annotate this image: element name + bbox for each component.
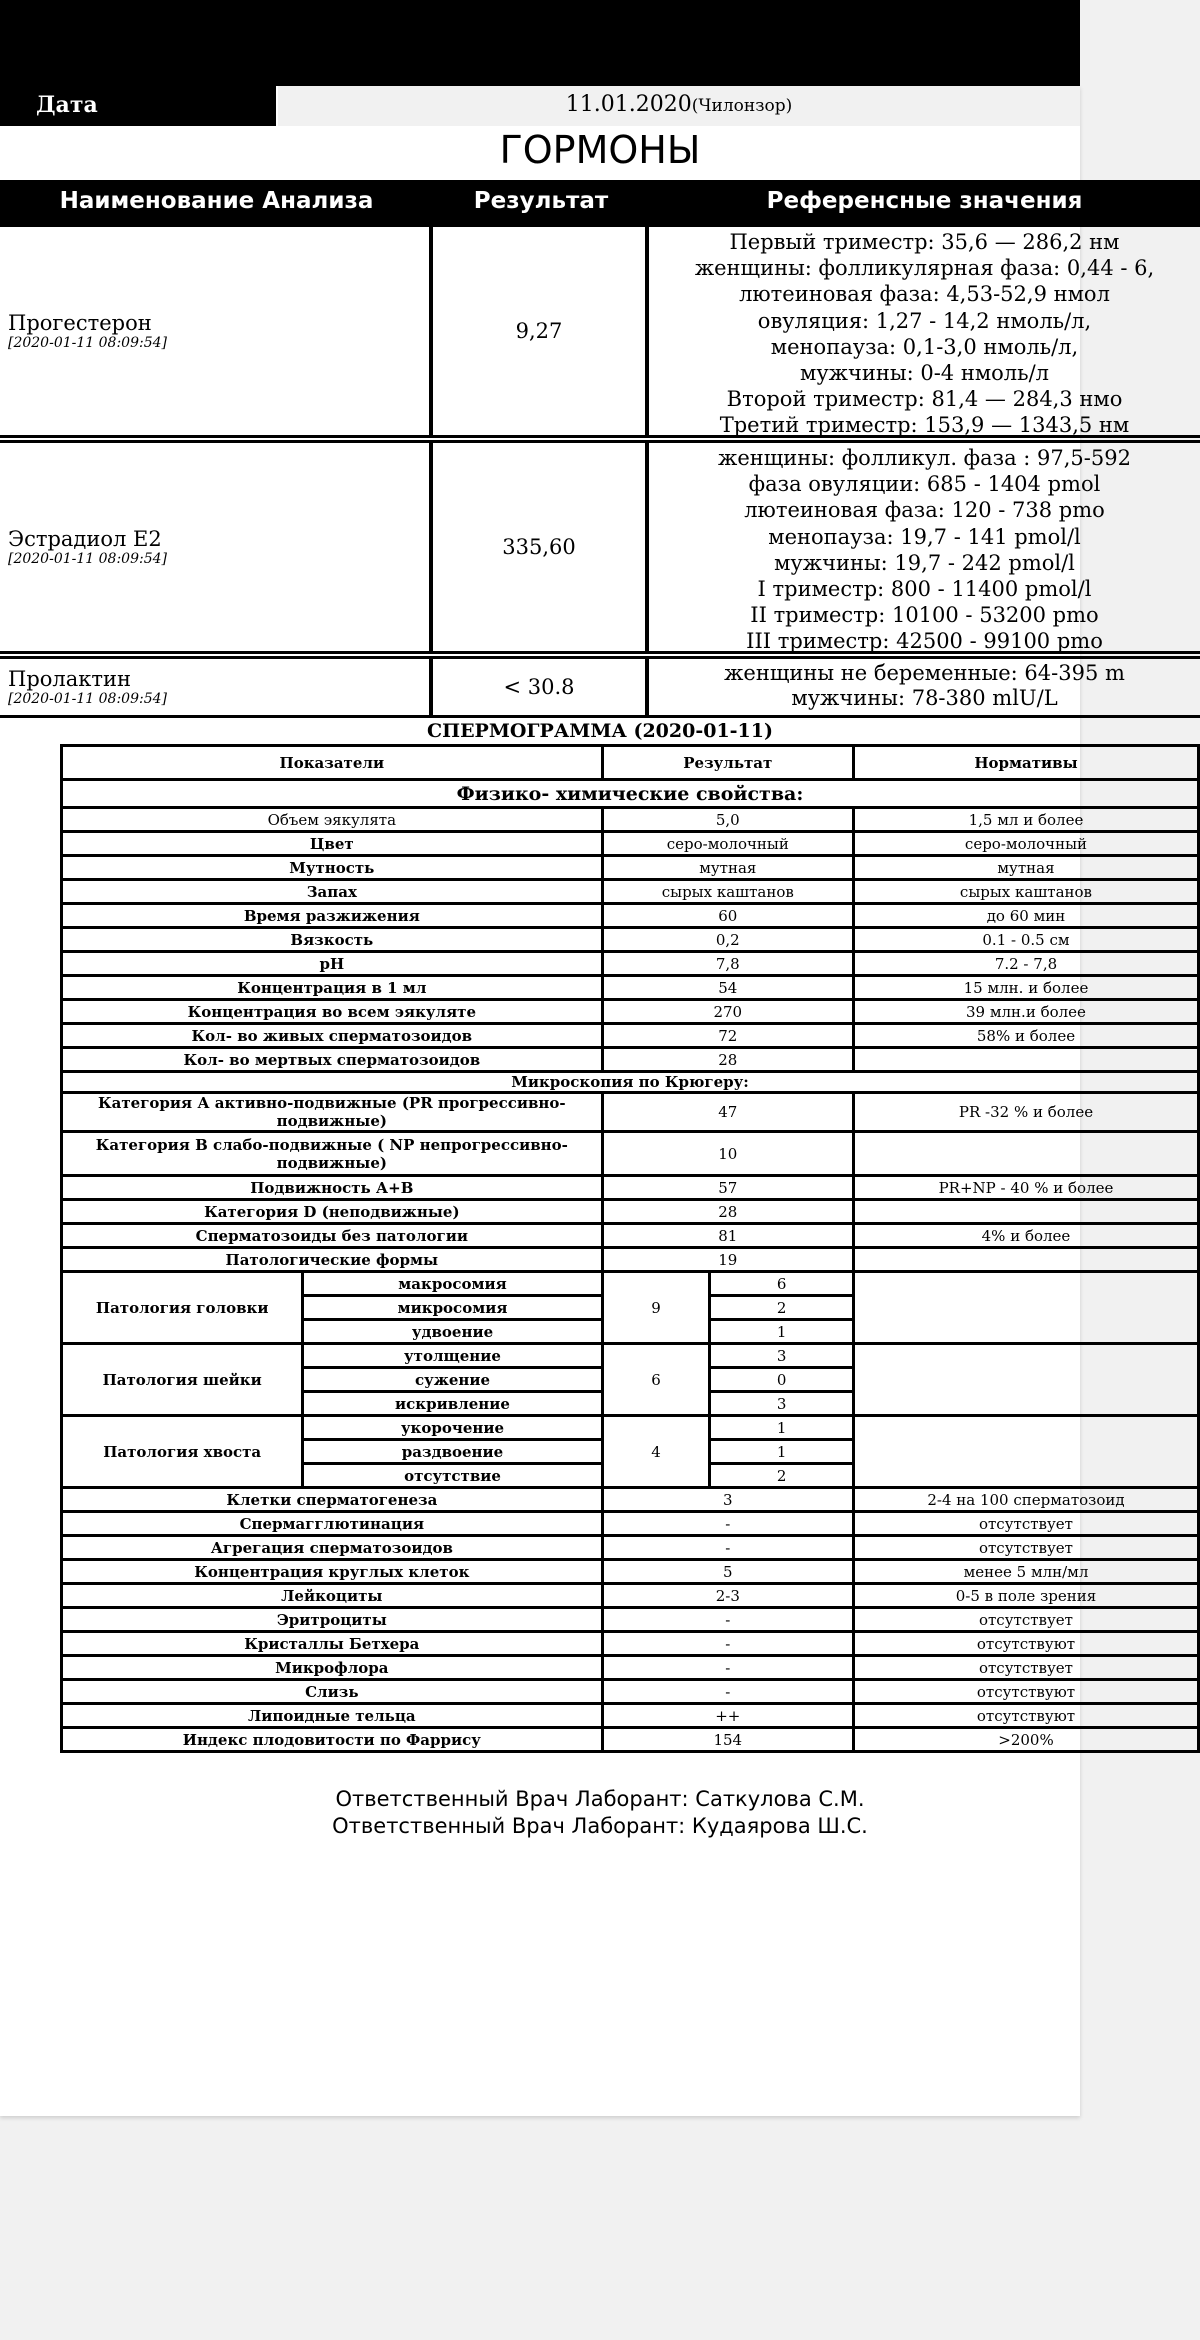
reference-values <box>649 443 1200 654</box>
table-row <box>62 1000 1199 1024</box>
pathology-item-value: 1 <box>710 1440 854 1464</box>
table-row <box>62 1536 1199 1560</box>
analysis-name: Прогестерон <box>8 311 152 335</box>
indicator-name: Мутность <box>62 856 603 880</box>
indicator-name: Спермагглютинация <box>62 1512 603 1536</box>
pathology-item-value: 1 <box>710 1416 854 1440</box>
pathology-row <box>62 1272 1199 1296</box>
pathology-item-name: искривление <box>303 1392 602 1416</box>
indicator-norm <box>853 1048 1198 1072</box>
indicator-name: Кол- во мертвых сперматозоидов <box>62 1048 603 1072</box>
indicator-name: Время разжижения <box>62 904 603 928</box>
table-row <box>62 880 1199 904</box>
indicator-name: pH <box>62 952 603 976</box>
reference-line: Первый триместр: 35,6 — 286,2 нм <box>729 230 1120 254</box>
analysis-result: < 30.8 <box>433 659 649 715</box>
indicator-name: Сперматозоиды без патологии <box>62 1224 603 1248</box>
indicator-result: 0,2 <box>602 928 853 952</box>
indicator-result: сырых каштанов <box>602 880 853 904</box>
spermogram-title: СПЕРМОГРАММА (2020-01-11) <box>427 720 773 742</box>
reference-line: менопауза: 0,1-3,0 нмоль/л, <box>770 334 1079 359</box>
indicator-norm <box>853 1200 1198 1224</box>
indicator-norm: 58% и более <box>853 1024 1198 1048</box>
indicator-result: 81 <box>602 1224 853 1248</box>
indicator-norm: отсутствует <box>853 1656 1198 1680</box>
indicator-result: 7,8 <box>602 952 853 976</box>
indicator-result: 154 <box>602 1728 853 1752</box>
indicator-norm: отсутствуют <box>853 1632 1198 1656</box>
indicator-norm: до 60 мин <box>853 904 1198 928</box>
indicator-name: Микрофлора <box>62 1656 603 1680</box>
table-row <box>62 832 1199 856</box>
result-header: Результат <box>602 746 853 780</box>
indicator-name: Концентрация круглых клеток <box>62 1560 603 1584</box>
indicator-result: 28 <box>602 1200 853 1224</box>
indicator-name: Концентрация во всем эякуляте <box>62 1000 603 1024</box>
indicator-norm <box>853 1132 1198 1176</box>
pathology-item-name: утолщение <box>303 1344 602 1368</box>
table-row <box>62 904 1199 928</box>
indicator-result: - <box>602 1512 853 1536</box>
indicator-norm: 4% и более <box>853 1224 1198 1248</box>
table-row <box>62 1728 1199 1752</box>
reference-line: мужчины: 19,7 - 242 pmol/l <box>774 550 1075 575</box>
date-text: 11.01.2020 <box>565 92 692 117</box>
pathology-item-name: удвоение <box>303 1320 602 1344</box>
table-row <box>62 1680 1199 1704</box>
reference-line: мужчины: 78-380 mlU/L <box>791 686 1058 710</box>
pathology-group-name: Патология шейки <box>62 1344 303 1416</box>
norm-header: Нормативы <box>853 746 1198 780</box>
date-value <box>278 86 1080 126</box>
indicator-name: Патологические формы <box>62 1248 603 1272</box>
hormones-title: ГОРМОНЫ <box>499 128 701 172</box>
indicator-norm: менее 5 млн/мл <box>853 1560 1198 1584</box>
indicator-result: ++ <box>602 1704 853 1728</box>
indicator-norm: PR+NP - 40 % и более <box>853 1176 1198 1200</box>
indicator-result: 72 <box>602 1024 853 1048</box>
indicator-name: Категория В слабо-подвижные ( NP непрогрессивно-подвижные) <box>62 1132 603 1176</box>
table-row <box>62 976 1199 1000</box>
pathology-group-name: Патология головки <box>62 1272 303 1344</box>
indicator-name: Вязкость <box>62 928 603 952</box>
indicator-norm: 15 млн. и более <box>853 976 1198 1000</box>
indicator-norm: 2-4 на 100 сперматозоид <box>853 1488 1198 1512</box>
pathology-group-total: 4 <box>602 1416 710 1488</box>
indicator-name: Категория D (неподвижные) <box>62 1200 603 1224</box>
indicator-result: 54 <box>602 976 853 1000</box>
reference-line: I триместр: 800 - 11400 pmol/l <box>757 577 1092 602</box>
table-row <box>62 856 1199 880</box>
table-row <box>62 808 1199 832</box>
reference-values <box>649 227 1200 438</box>
section-row <box>62 780 1199 808</box>
indicator-name: Концентрация в 1 мл <box>62 976 603 1000</box>
indicator-name: Цвет <box>62 832 603 856</box>
indicator-result: 19 <box>602 1248 853 1272</box>
column-reference-header: Референсные значения <box>766 188 1083 214</box>
reference-line: лютеиновая фаза: 4,53-52,9 нмол <box>739 282 1110 307</box>
indicator-name: Эритроциты <box>62 1608 603 1632</box>
indicator-norm: 7.2 - 7,8 <box>853 952 1198 976</box>
indicator-result: - <box>602 1632 853 1656</box>
pathology-item-value: 0 <box>710 1368 854 1392</box>
table-row <box>62 928 1199 952</box>
indicator-name: Объем эякулята <box>62 808 603 832</box>
analysis-name-cell <box>0 227 433 435</box>
reference-values <box>649 659 1200 715</box>
indicator-result: 10 <box>602 1132 853 1176</box>
indicator-norm: 0-5 в поле зрения <box>853 1584 1198 1608</box>
pathology-row <box>62 1416 1199 1440</box>
section-physchem-title: Физико- химические свойства: <box>62 780 1199 808</box>
table-row <box>62 1656 1199 1680</box>
reference-line: лютеиновая фаза: 120 - 738 pmo <box>744 498 1105 523</box>
indicator-result: 47 <box>602 1093 853 1132</box>
indicator-result: 3 <box>602 1488 853 1512</box>
indicator-result: серо-молочный <box>602 832 853 856</box>
date-row <box>0 86 1080 126</box>
table-row <box>62 1632 1199 1656</box>
pathology-group-total: 6 <box>602 1344 710 1416</box>
analysis-result: 335,60 <box>433 443 649 651</box>
hormones-table-header <box>0 180 1200 224</box>
indicator-norm: PR -32 % и более <box>853 1093 1198 1132</box>
indicator-norm: серо-молочный <box>853 832 1198 856</box>
pathology-item-name: макросомия <box>303 1272 602 1296</box>
indicator-result: 5 <box>602 1560 853 1584</box>
table-row <box>62 1560 1199 1584</box>
table-row <box>62 1512 1199 1536</box>
indicator-norm: отсутствует <box>853 1512 1198 1536</box>
indicator-name: Лейкоциты <box>62 1584 603 1608</box>
indicator-norm: отсутствует <box>853 1608 1198 1632</box>
analysis-timestamp: [2020-01-11 08:09:54] <box>8 335 167 351</box>
hormone-row <box>0 440 1200 654</box>
indicator-name: Липоидные тельца <box>62 1704 603 1728</box>
table-row <box>62 1132 1199 1176</box>
indicator-norm: >200% <box>853 1728 1198 1752</box>
pathology-norm <box>853 1344 1198 1416</box>
indicator-result: - <box>602 1656 853 1680</box>
indicator-name: Клетки сперматогенеза <box>62 1488 603 1512</box>
table-row <box>62 1224 1199 1248</box>
pathology-item-name: микросомия <box>303 1296 602 1320</box>
signer-line: Ответственный Врач Лаборант: Кудаярова Ш.С. <box>332 1814 868 1838</box>
section-row <box>62 1072 1199 1093</box>
pathology-item-value: 1 <box>710 1320 854 1344</box>
table-row <box>62 1248 1199 1272</box>
indicator-norm: отсутствуют <box>853 1704 1198 1728</box>
pathology-norm <box>853 1416 1198 1488</box>
indicator-result: мутная <box>602 856 853 880</box>
indicator-result: 2-3 <box>602 1584 853 1608</box>
date-label: Дата <box>0 86 278 126</box>
indicator-result: 60 <box>602 904 853 928</box>
signers-block <box>0 1786 1200 1840</box>
indicator-norm: отсутствует <box>853 1536 1198 1560</box>
indicator-result: - <box>602 1680 853 1704</box>
table-row <box>62 1584 1199 1608</box>
analysis-name-cell <box>0 443 433 651</box>
analysis-name: Пролактин <box>8 667 131 691</box>
analysis-timestamp: [2020-01-11 08:09:54] <box>8 551 167 567</box>
indicator-name: Запах <box>62 880 603 904</box>
reference-line: женщины не беременные: 64-395 m <box>724 661 1125 685</box>
indicator-norm: 1,5 мл и более <box>853 808 1198 832</box>
spermogram-table <box>60 744 1200 1753</box>
pathology-item-value: 2 <box>710 1296 854 1320</box>
pathology-item-value: 3 <box>710 1392 854 1416</box>
indicator-norm: сырых каштанов <box>853 880 1198 904</box>
analysis-name-cell <box>0 659 433 715</box>
hormone-row <box>0 656 1200 718</box>
indicator-header: Показатели <box>62 746 603 780</box>
reference-line: женщины: фолликулярная фаза: 0,44 - 6, <box>694 256 1155 281</box>
reference-line: Второй триместр: 81,4 — 284,3 нмо <box>726 387 1123 412</box>
indicator-norm <box>853 1248 1198 1272</box>
indicator-norm: мутная <box>853 856 1198 880</box>
reference-line: Третий триместр: 153,9 — 1343,5 нм <box>719 413 1130 438</box>
signer-line: Ответственный Врач Лаборант: Саткулова С.М. <box>335 1787 865 1811</box>
indicator-result: - <box>602 1608 853 1632</box>
date-place: (Чилонзор) <box>691 96 793 116</box>
indicator-name: Кристаллы Бетхера <box>62 1632 603 1656</box>
column-name-header: Наименование Анализа <box>59 188 374 214</box>
indicator-name: Категория А активно-подвижные (PR прогрессивно-подвижные) <box>62 1093 603 1132</box>
table-row <box>62 1608 1199 1632</box>
indicator-name: Агрегация сперматозоидов <box>62 1536 603 1560</box>
reference-line: фаза овуляции: 685 - 1404 pmol <box>748 472 1101 497</box>
indicator-norm: 39 млн.и более <box>853 1000 1198 1024</box>
indicator-name: Подвижность А+В <box>62 1176 603 1200</box>
indicator-name: Слизь <box>62 1680 603 1704</box>
table-row <box>62 1704 1199 1728</box>
table-row <box>62 1024 1199 1048</box>
reference-line: менопауза: 19,7 - 141 pmol/l <box>768 524 1081 549</box>
pathology-item-name: укорочение <box>303 1416 602 1440</box>
indicator-name: Индекс плодовитости по Фаррису <box>62 1728 603 1752</box>
reference-line: III триместр: 42500 - 99100 pmo <box>746 629 1103 654</box>
pathology-group-total: 9 <box>602 1272 710 1344</box>
reference-line: II триместр: 10100 - 53200 pmo <box>750 603 1099 628</box>
table-row <box>62 1488 1199 1512</box>
section-micro-title: Микроскопия по Крюгеру: <box>62 1072 1199 1093</box>
pathology-item-name: раздвоение <box>303 1440 602 1464</box>
indicator-norm: отсутствуют <box>853 1680 1198 1704</box>
table-row <box>62 1200 1199 1224</box>
hormone-row <box>0 224 1200 438</box>
indicator-result: 5,0 <box>602 808 853 832</box>
indicator-result: 28 <box>602 1048 853 1072</box>
analysis-name: Эстрадиол Е2 <box>8 527 162 551</box>
pathology-item-value: 2 <box>710 1464 854 1488</box>
indicator-result: 57 <box>602 1176 853 1200</box>
indicator-result: 270 <box>602 1000 853 1024</box>
table-row <box>62 1048 1199 1072</box>
analysis-result: 9,27 <box>433 227 649 435</box>
pathology-item-value: 6 <box>710 1272 854 1296</box>
table-row <box>62 952 1199 976</box>
pathology-group-name: Патология хвоста <box>62 1416 303 1488</box>
reference-line: мужчины: 0-4 нмоль/л <box>799 361 1049 386</box>
table-row <box>62 1093 1199 1132</box>
table-row <box>62 1176 1199 1200</box>
pathology-item-value: 3 <box>710 1344 854 1368</box>
indicator-norm: 0.1 - 0.5 см <box>853 928 1198 952</box>
pathology-item-name: сужение <box>303 1368 602 1392</box>
reference-line: женщины: фолликул. фаза : 97,5-592 <box>718 446 1131 470</box>
top-black-bar <box>0 0 1080 86</box>
indicator-result: - <box>602 1536 853 1560</box>
pathology-item-name: отсутствие <box>303 1464 602 1488</box>
analysis-timestamp: [2020-01-11 08:09:54] <box>8 691 167 707</box>
spermogram-header-row <box>62 746 1199 780</box>
reference-line: овуляция: 1,27 - 14,2 нмоль/л, <box>757 308 1092 333</box>
pathology-row <box>62 1344 1199 1368</box>
indicator-name: Кол- во живых сперматозоидов <box>62 1024 603 1048</box>
pathology-norm <box>853 1272 1198 1344</box>
column-result-header: Результат <box>473 188 609 214</box>
report-page <box>0 86 1155 2116</box>
